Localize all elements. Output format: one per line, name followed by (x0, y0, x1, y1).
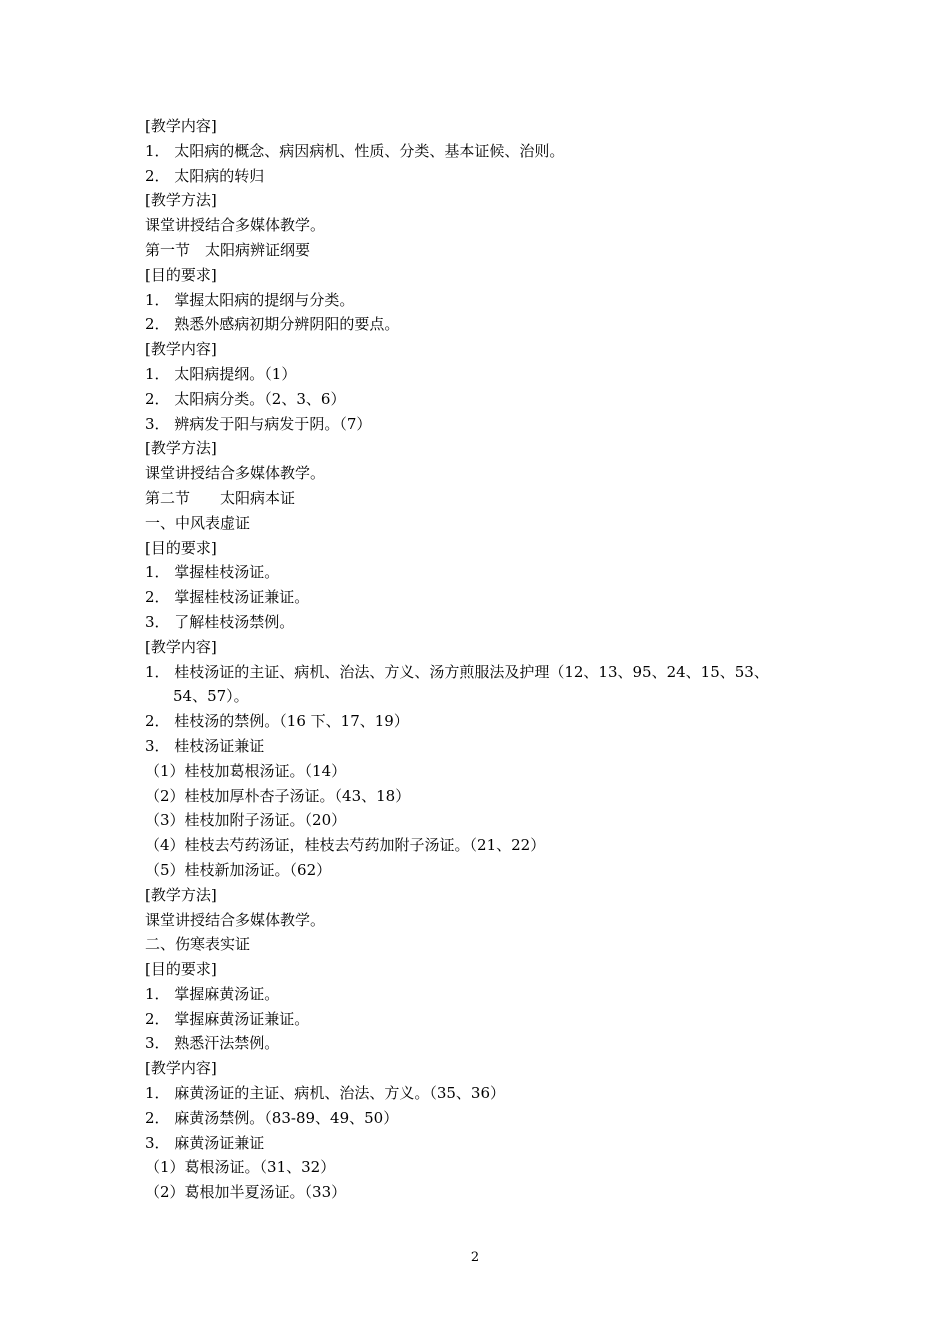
text-line: 1． 掌握太阳病的提纲与分类。 (145, 290, 355, 309)
text-line: （4）桂枝去芍药汤证，桂枝去芍药加附子汤证。（21、22） (145, 836, 546, 855)
text-line: 2． 麻黄汤禁例。（83-89、49、50） (145, 1108, 399, 1127)
text-line: 2． 熟悉外感病初期分辨阴阳的要点。 (145, 315, 400, 334)
text-line: 1． 太阳病的概念、病因病机、性质、分类、基本证候、治则。 (145, 141, 565, 160)
text-line: 2． 桂枝汤的禁例。（16 下、17、19） (145, 712, 409, 731)
text-line: 2． 掌握桂枝汤证兼证。 (145, 588, 310, 607)
text-line: （2）葛根加半夏汤证。（33） (145, 1183, 347, 1202)
text-line: [教学内容] (145, 1059, 217, 1078)
text-line: 3． 了解桂枝汤禁例。 (145, 612, 295, 631)
text-line: 1． 麻黄汤证的主证、病机、治法、方义。（35、36） (145, 1084, 505, 1103)
text-line: 54、57）。 (173, 687, 249, 706)
text-line: [教学方法] (145, 191, 217, 210)
text-line: 课堂讲授结合多媒体教学。 (145, 216, 326, 235)
text-line: 一、中风表虚证 (145, 513, 251, 532)
text-line: （1）葛根汤证。（31、32） (145, 1158, 336, 1177)
text-line: [目的要求] (145, 538, 217, 557)
text-line: 1． 掌握麻黄汤证。 (145, 984, 280, 1003)
text-line: [教学内容] (145, 637, 217, 656)
text-line: [教学内容] (145, 340, 217, 359)
text-line: 2． 太阳病的转归 (145, 166, 265, 185)
text-line: （5）桂枝新加汤证。（62） (145, 860, 332, 879)
text-line: 3． 麻黄汤证兼证 (145, 1133, 265, 1152)
text-line: 课堂讲授结合多媒体教学。 (145, 464, 326, 483)
text-line: 1． 桂枝汤证的主证、病机、治法、方义、汤方煎服法及护理（12、13、95、24、15、53、 (145, 662, 769, 681)
text-line: 1． 太阳病提纲。（1） (145, 364, 297, 383)
text-line: 第二节 太阳病本证 (145, 488, 296, 507)
text-line: [目的要求] (145, 265, 217, 284)
page-number: 2 (470, 1250, 480, 1265)
text-line: 2． 太阳病分类。（2、3、6） (145, 389, 346, 408)
text-line: [教学方法] (145, 439, 217, 458)
text-line: 3． 桂枝汤证兼证 (145, 736, 265, 755)
text-line: （3）桂枝加附子汤证。（20） (145, 811, 347, 830)
text-line: 1． 掌握桂枝汤证。 (145, 563, 280, 582)
document-body (145, 114, 825, 1205)
text-line: [教学方法] (145, 885, 217, 904)
text-line: 课堂讲授结合多媒体教学。 (145, 910, 326, 929)
text-line: 第一节 太阳病辨证纲要 (145, 240, 311, 259)
text-line: （2）桂枝加厚朴杏子汤证。（43、18） (145, 786, 411, 805)
text-line: [教学内容] (145, 117, 217, 135)
text-line: [目的要求] (145, 960, 217, 979)
text-line: 二、伤寒表实证 (145, 935, 251, 954)
text-line: 2． 掌握麻黄汤证兼证。 (145, 1009, 310, 1028)
text-line: 3． 辨病发于阳与病发于阴。（7） (145, 414, 372, 433)
text-line: （1）桂枝加葛根汤证。（14） (145, 761, 347, 780)
text-line: 3． 熟悉汗法禁例。 (145, 1034, 280, 1053)
